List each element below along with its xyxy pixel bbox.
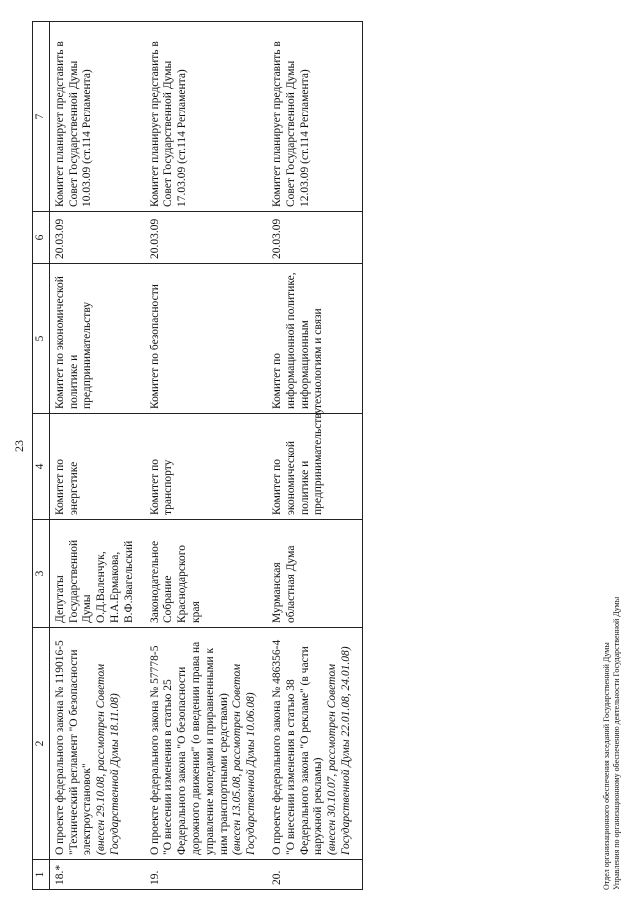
initiator-cell: Депутаты Государственной Думы О.Д.Валенчук, Н.А.Ермакова, В.Ф.Звагельский [49, 520, 144, 628]
bill-title: О проекте федерального закона № 57778-5 "О внесении изменения в статью 25 Федерального закона "О безопасности дорожного движения" (о введении права на управление мопедами и приравненными к ним транспортными средствами) [148, 641, 230, 855]
co-executor-cell: Комитет по информационной политике, информационным технологиям и связи [267, 264, 362, 414]
row-number: 18.* [49, 860, 144, 890]
row-number: 20. [267, 860, 362, 890]
table-row [145, 22, 267, 890]
status-cell: Комитет планирует представить в Совет Государственной Думы 12.03.09 (ст.114 Регламента) [267, 22, 362, 212]
row-number: 19. [145, 860, 267, 890]
bill-description [267, 628, 362, 860]
column-header: 3 [33, 520, 50, 628]
bill-title: О проекте федерального закона № 486356-4 "О внесении изменения в статью 38 Федерального закона "О рекламе" (в части наружной рекламы) [270, 639, 325, 855]
footer-line: Управления по организационному обеспечению деятельности Государственной Думы [612, 596, 621, 890]
column-header: 7 [33, 22, 50, 212]
column-header: 1 [33, 860, 50, 890]
date-cell: 20.03.09 [267, 212, 362, 264]
column-header: 5 [33, 264, 50, 414]
responsible-committee-cell: Комитет по экономической политике и предпринимательству [267, 414, 362, 520]
date-cell: 20.03.09 [49, 212, 144, 264]
footer-note [602, 597, 622, 890]
footer-line: Отдел организационного обеспечения заседаний Государственной Думы [602, 642, 611, 890]
bill-note: (внесен 29.10.08, рассмотрен Советом Государственной Думы 18.11.08) [95, 663, 121, 855]
status-cell: Комитет планирует представить в Совет Государственной Думы 17.03.09 (ст.114 Регламента) [145, 22, 267, 212]
table-header-row [33, 22, 50, 890]
bill-note: (внесен 30.10.07, рассмотрен Советом Государственной Думы 22.01.08, 24.01.08) [326, 646, 352, 855]
column-header: 2 [33, 628, 50, 860]
initiator-cell: Мурманская областная Дума [267, 520, 362, 628]
initiator-cell: Законодательное Собрание Краснодарского края [145, 520, 267, 628]
responsible-committee-cell: Комитет по энергетике [49, 414, 144, 520]
column-header: 4 [33, 414, 50, 520]
column-header: 6 [33, 212, 50, 264]
co-executor-cell: Комитет по безопасности [145, 264, 267, 414]
table-row [267, 22, 362, 890]
date-cell: 20.03.09 [145, 212, 267, 264]
bill-description [49, 628, 144, 860]
co-executor-cell: Комитет по экономической политике и предпринимательству [49, 264, 144, 414]
status-cell: Комитет планирует представить в Совет Государственной Думы 10.03.09 (ст.114 Регламента) [49, 22, 144, 212]
bill-title: О проекте федерального закона № 119016-5 "Технический регламент "О безопасности электроустановок" [53, 640, 94, 855]
agenda-table [32, 21, 363, 890]
page-number: 23 [12, 440, 26, 452]
table-row [49, 22, 144, 890]
bill-description [145, 628, 267, 860]
responsible-committee-cell: Комитет по транспорту [145, 414, 267, 520]
bill-note: (внесен 13.05.08, рассмотрен Советом Государственной Думы 10.06.08) [231, 663, 258, 855]
